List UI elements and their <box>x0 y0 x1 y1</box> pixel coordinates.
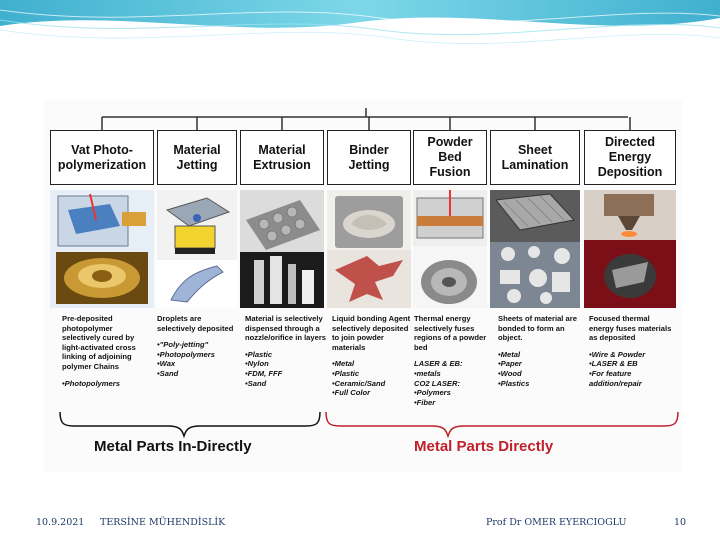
material-bullet: •Plastics <box>498 378 530 388</box>
material-bullet: •Plastic <box>245 349 273 359</box>
footer-date: 10.9.2021 <box>36 517 85 528</box>
material-bullet: CO2 LASER: <box>414 378 460 388</box>
material-bullet: •Full Color <box>332 388 371 398</box>
material-bullet: •Wax <box>157 359 176 369</box>
category-box-material-extrusion: Material Extrusion <box>240 130 324 185</box>
material-bullet: •For feature addition/repair <box>589 368 642 388</box>
material-bullet: •Wire & Powder <box>589 349 646 359</box>
group-label-direct: Metal Parts Directly <box>414 438 554 455</box>
description-text: Focused thermal energy fuses materials as deposited <box>589 314 672 343</box>
material-bullet: •Nylon <box>245 359 269 369</box>
material-bullet: •Fiber <box>414 397 436 407</box>
direct-bracket <box>326 412 678 436</box>
material-bullet: •Paper <box>498 359 522 369</box>
footer-author: Prof Dr OMER EYERCIOGLU <box>486 517 627 528</box>
category-box-sheet-lamination: Sheet Lamination <box>490 130 580 185</box>
material-bullet: •Ceramic/Sand <box>332 378 386 388</box>
category-box-binder-jetting: Binder Jetting <box>327 130 411 185</box>
description-text: Thermal energy selectively fuses regions of a powder bed <box>414 314 487 352</box>
material-bullet: •Sand <box>245 378 267 388</box>
category-box-vat-photopolymerization: Vat Photo- polymerization <box>50 130 154 185</box>
description-text: Pre-deposited photopolymer selectively cured by light-activated cross linking of adjoining polymer Chains <box>62 314 136 371</box>
indirect-bracket <box>60 412 320 436</box>
material-bullet: •"Poly-jetting" <box>157 340 209 350</box>
material-bullet: •Polymers <box>414 388 451 398</box>
material-bullet: •Photopolymers <box>157 349 215 359</box>
description-text: Material is selectively dispensed through a nozzle/orifice in layers <box>245 314 327 343</box>
footer-page-number: 10 <box>674 517 687 528</box>
material-bullet: •Metal <box>332 359 355 369</box>
group-label-indirect: Metal Parts In-Directly <box>94 438 252 455</box>
description-text: Sheets of material are bonded to form an object. <box>498 314 577 343</box>
footer-department: TERSİNE MÜHENDİSLİK <box>100 517 226 528</box>
material-bullet: •Plastic <box>332 368 360 378</box>
category-box-powder-bed-fusion: Powder Bed Fusion <box>413 130 487 185</box>
material-bullet: LASER & EB: <box>414 359 463 369</box>
description-text: Droplets are selectively deposited <box>157 314 234 333</box>
material-bullet: •Wood <box>498 368 522 378</box>
material-bullet: •Sand <box>157 368 179 378</box>
material-bullet: •Metal <box>498 349 521 359</box>
material-bullet: •metals <box>414 368 441 378</box>
material-bullet: •Photopolymers <box>62 378 120 388</box>
description-text: Liquid bonding Agent selectively deposited to join powder materials <box>332 314 411 352</box>
material-bullet: •LASER & EB <box>589 359 638 369</box>
category-box-material-jetting: Material Jetting <box>157 130 237 185</box>
material-bullet: •FDM, FFF <box>245 368 283 378</box>
category-box-directed-energy-deposition: Directed Energy Deposition <box>584 130 676 185</box>
